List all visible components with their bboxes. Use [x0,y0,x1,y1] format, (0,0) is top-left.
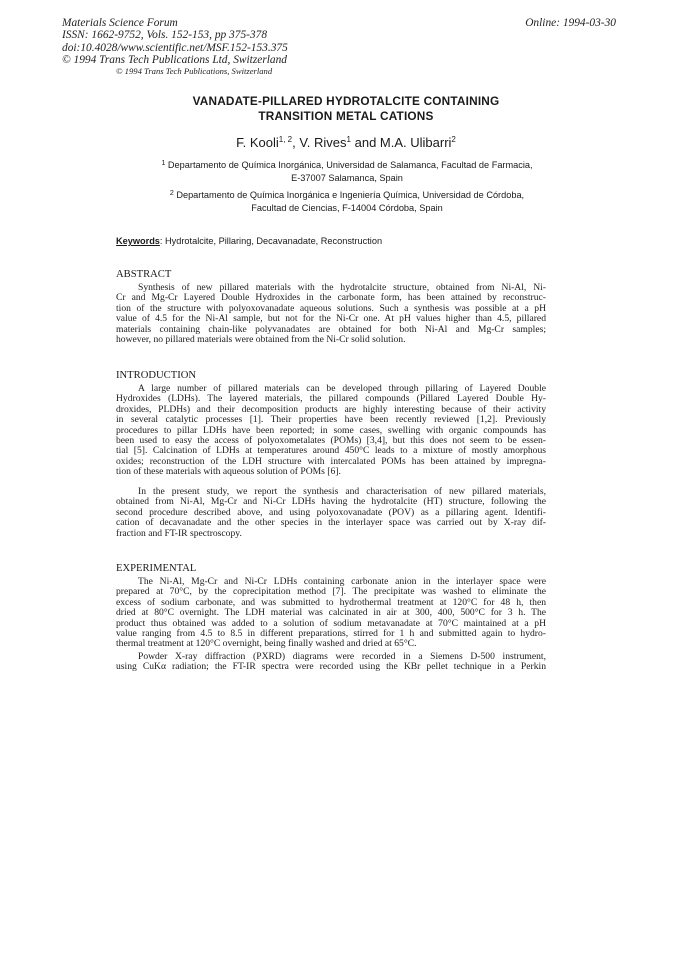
affiliation-1 [118,157,576,185]
text-line: however, no pillared materials were obtained from the Ni-Cr solid solution. [116,333,406,345]
text-line: obtained from Ni-Al, Mg-Cr and Ni-Cr LDHs having the hydrotalcite (HT) structure, following the [116,496,546,508]
online-date: Online: 1994-03-30 [525,17,616,29]
paper-title [120,94,572,124]
title-line-2: TRANSITION METAL CATIONS [258,109,434,123]
affiliation-1-line-2: E-37007 Salamanca, Spain [291,173,403,184]
text-line: using CuKα radiation; the FT-IR spectra were recorded using the KBr pellet technique in a Perkin [116,661,546,673]
experimental-heading: EXPERIMENTAL [116,563,197,574]
text-line: Cr and Mg-Cr Layered Double Hydroxides in the carbonate form, has been attained by reconstruc- [116,292,546,304]
affiliation-1-number: 1 [161,160,166,167]
keywords [116,236,382,246]
introduction-paragraph-2 [116,487,546,539]
text-line: tial [5]. Calcination of LDHs at temperatures around 450°C leads to a mixture of mostly amorphous [116,445,546,457]
keywords-label: Keywords [116,236,160,246]
author-list [120,135,572,150]
author-ulibarri: and M.A. Ulibarri [351,135,452,150]
text-line: dried at 80°C overnight. The LDH material was calcinated in air at 300, 400, 500°C for 3 h. The [116,607,546,619]
affiliation-2-line-2: Facultad de Ciencias, F-14004 Córdoba, Spain [251,203,443,214]
text-line: excess of sodium carbonate, and was submitted to hydrothermal treatment at 120°C for 48 h, then [116,596,546,608]
text-line: second procedure described above, and using polyoxovanadate (POV) as a pillaring agent. Identifi- [116,506,546,518]
text-line: value of 4.5 for the Ni-Al sample, but not for the Ni-Cr one. At pH values higher than 4.5, pillared [116,313,546,325]
affiliation-2 [118,187,576,215]
text-line: product thus obtained was added to a solution of sodium metavanadate at 70°C maintained at a pH [116,617,546,629]
text-line: tion of these materials with aqueous solution of POMs [6]. [116,466,341,478]
text-line: been used to easy the access of polyoxometalates (POMs) [3,4], but this does not seem to be essen- [116,434,546,446]
experimental-paragraph-2 [116,652,546,673]
text-line: oxides; reconstruction of the LDH structure with intercalated POMs has been attained by impregna- [116,455,546,467]
issn-line: ISSN: 1662-9752, Vols. 152-153, pp 375-378 [62,29,268,42]
text-line: cation of decavanadate and the other species in the interlayer space was carried out by X-ray dif- [116,517,546,529]
abstract-paragraph [116,283,546,345]
author-rives: , V. Rives [292,135,347,150]
text-line: Hydroxides (LDHs). The layered materials, the pillared compounds (Pillared Layered Double Hy- [116,393,546,405]
keywords-list: : Hydrotalcite, Pillaring, Decavanadate, Reconstruction [159,236,383,246]
text-line: fraction and FT-IR spectroscopy. [116,527,242,539]
experimental-paragraph-1 [116,577,546,650]
text-line: prepared at 70°C, by the coprecipitation method [7]. The precipitate was washed to eliminate the [116,586,546,598]
text-line: procedures to pillar LDHs have been reported; in some cases, swelling with organic compounds has [116,424,546,436]
text-line: materials containing chain-like polyvanadates are obtained for both Ni-Al and Mg-Cr samples; [116,323,546,335]
affiliation-1-line-1: Departamento de Química Inorgánica, Universidad de Salamanca, Facultad de Farmacia, [167,160,533,170]
journal-name: Materials Science Forum [62,17,178,29]
text-line: Powder X-ray diffraction (PXRD) diagrams were recorded in a Siemens D-500 instrument, [138,651,546,662]
author-kooli-affiliation: 1, 2 [278,135,293,144]
author-kooli: F. Kooli [236,135,279,150]
introduction-paragraph-1 [116,384,546,478]
text-line: The Ni-Al, Mg-Cr and Ni-Cr LDHs containing carbonate anion in the interlayer space were [138,576,546,587]
copyright-line: © 1994 Trans Tech Publications Ltd, Switzerland [62,54,287,67]
author-rives-affiliation: 1 [346,135,351,144]
affiliation-2-number: 2 [169,190,174,197]
text-line: value ranging from 4.5 to 8.5 in different preparations, stirred for 1 h and submitted again to hydro- [116,627,546,639]
text-line: A large number of pillared materials can be developed through pillaring of Layered Double [138,383,546,394]
citation-header [62,17,288,67]
text-line: Synthesis of new pillared materials with the hydrotalcite structure, obtained from Ni-Al, Ni- [138,282,546,293]
text-line: droxides, PLDHs) and their decomposition products are highly interesting because of their activity [116,403,546,415]
author-ulibarri-affiliation: 2 [451,135,456,144]
affiliation-2-line-1: Departamento de Química Inorgánica e Ingeniería Química, Universidad de Córdoba, [176,190,525,200]
doi-line: doi:10.4028/www.scientific.net/MSF.152-153.375 [62,41,288,54]
abstract-heading: ABSTRACT [116,269,172,280]
copyright-small: © 1994 Trans Tech Publications, Switzerland [116,66,273,76]
text-line: In the present study, we report the synthesis and characterisation of new pillared materials, [138,486,546,497]
text-line: thermal treatment at 120°C overnight, being finally washed and dried at 65°C. [116,638,417,650]
title-line-1: VANADATE-PILLARED HYDROTALCITE CONTAINING [192,94,500,108]
introduction-heading: INTRODUCTION [116,370,197,381]
text-line: in several catalytic processes [1]. Their properties have been recently reviewed [1,2]. Previously [116,414,546,426]
text-line: tion of the structure with polyoxovanadate aqueous solutions. Such a synthesis was possible at a pH [116,302,546,314]
